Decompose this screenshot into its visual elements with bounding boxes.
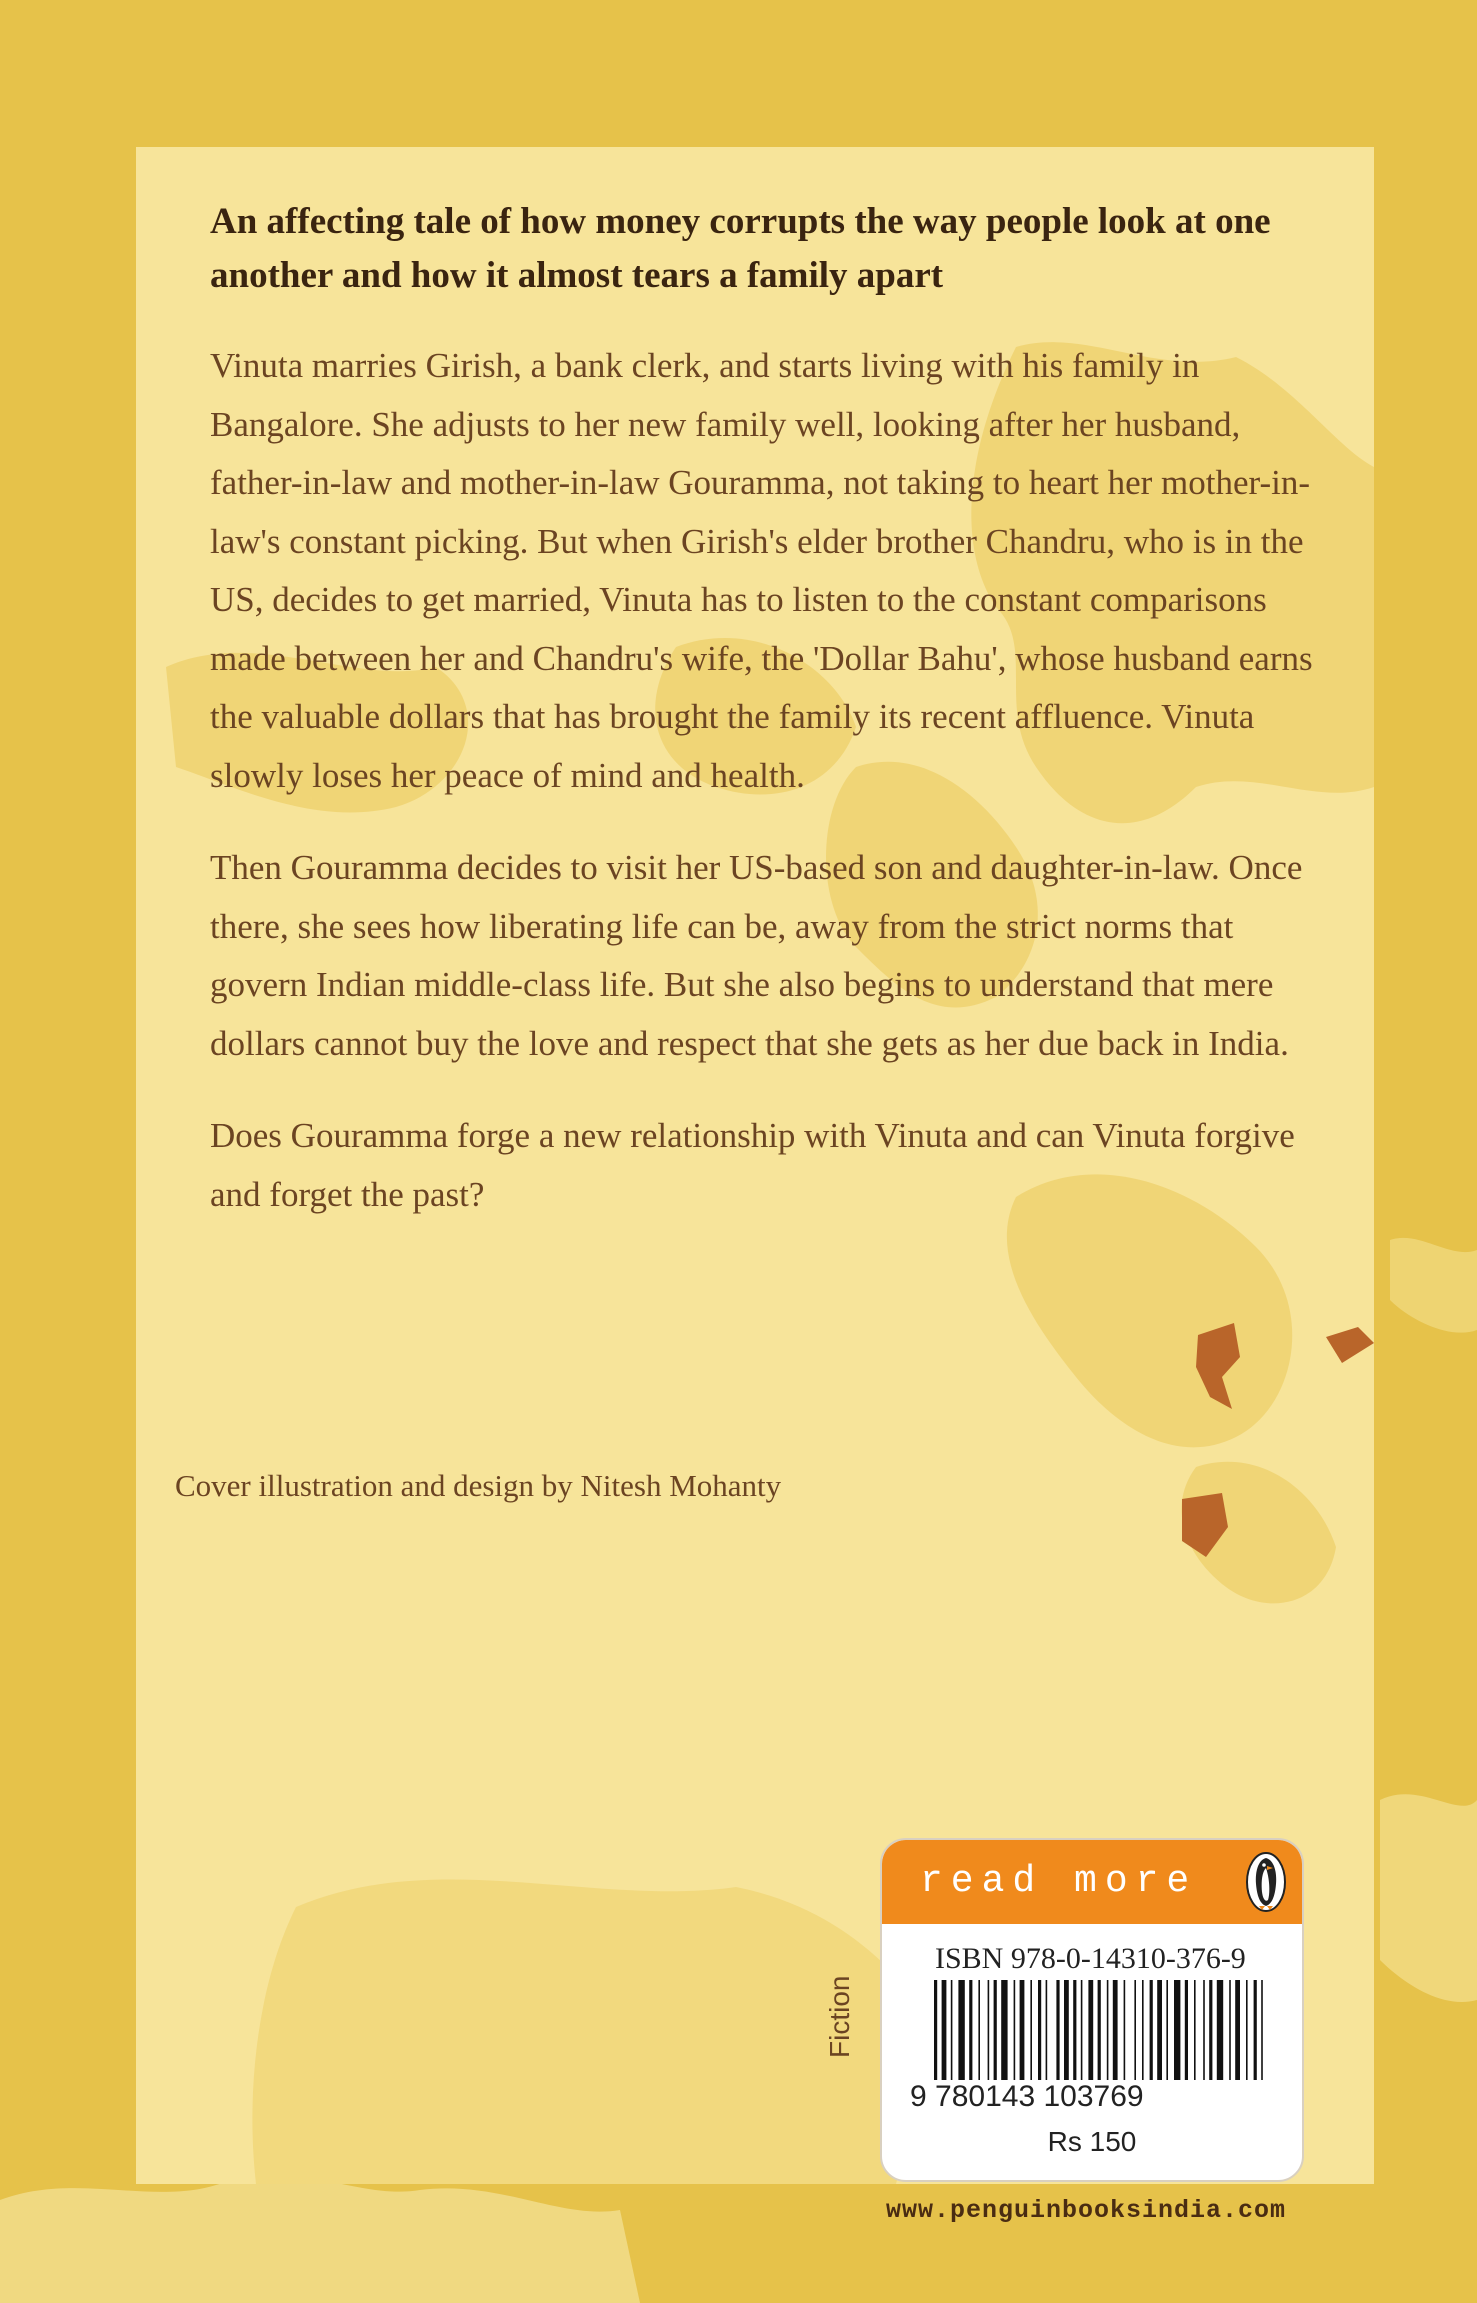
barcode-bar [1073, 1980, 1076, 2090]
barcode-bar [1209, 1980, 1212, 2090]
price-label: Rs 150 [1047, 2126, 1137, 2157]
barcode-bar [1142, 1980, 1144, 2090]
barcode-bar [1038, 1980, 1041, 2090]
barcode-bar [1174, 1980, 1180, 2090]
tagline: An affecting tale of how money corrupts the way people look at one another and how it almost tears a family apart [210, 201, 1271, 296]
price-sticker [880, 1838, 1304, 2182]
synopsis-paragraph-2: Then Gouramma decides to visit her US-based son and daughter-in-law. Once there, she sees how liberating life can be, away from the strict norms that govern Indian middle-class life. But she also begins to understand that mere dollars cannot buy the love and respect that she gets as her due back in India. [210, 848, 1303, 1063]
barcode-bar [1261, 1980, 1263, 2090]
isbn-text: ISBN 978-0-14310-376-9 [935, 1942, 1246, 1975]
barcode-bar [1064, 1980, 1069, 2090]
barcode [904, 1980, 1286, 2110]
barcode-bar [1124, 1980, 1126, 2090]
barcode-bar [1113, 1980, 1118, 2090]
barcode-bar [1046, 1980, 1048, 2090]
barcode-bar [1134, 1980, 1136, 2090]
barcode-bar [1088, 1980, 1093, 2090]
penguin-logo-icon [1244, 1850, 1288, 1914]
barcode-bar [1246, 1980, 1248, 2090]
barcode-bar [942, 1980, 947, 2090]
barcode-bar [1014, 1980, 1016, 2090]
barcode-bar [1056, 1980, 1059, 2090]
synopsis-paragraph-3: Does Gouramma forge a new relationship with Vinuta and can Vinuta forgive and forget the past? [210, 1116, 1295, 1214]
read-more-label: read more [920, 1860, 1198, 1903]
barcode-bar [958, 1980, 964, 2090]
website-url[interactable]: www.penguinbooksindia.com [886, 2196, 1287, 2225]
sticker-header [882, 1840, 1302, 1924]
barcode-bar [969, 1980, 972, 2090]
blurb [210, 195, 1320, 1224]
barcode-bar [1030, 1980, 1032, 2090]
barcode-bar [934, 1980, 937, 2090]
barcode-bar [1229, 1980, 1231, 2090]
barcode-bar [994, 1980, 997, 2090]
cover-credit: Cover illustration and design by Nitesh Mohanty [175, 1468, 782, 1503]
barcode-bar [988, 1980, 990, 2090]
barcode-bar [951, 1980, 953, 2090]
category-label: Fiction [824, 1975, 855, 2058]
barcode-bar [1157, 1980, 1162, 2090]
barcode-bar [1098, 1980, 1101, 2090]
barcode-bar [1150, 1980, 1153, 2090]
barcode-bar [1081, 1980, 1083, 2090]
barcode-bar [1235, 1980, 1240, 2090]
barcode-bar [1166, 1980, 1168, 2090]
barcode-bar [1185, 1980, 1188, 2090]
barcode-bar [1254, 1980, 1257, 2090]
barcode-bar [1194, 1980, 1196, 2090]
barcode-digits: 9 780143 103769 [910, 2080, 1144, 2110]
barcode-bar [1203, 1980, 1205, 2090]
barcode-bar [1001, 1980, 1007, 2090]
barcode-bar [978, 1980, 980, 2090]
barcode-bar [1217, 1980, 1223, 2090]
barcode-bar [1020, 1980, 1025, 2090]
synopsis-paragraph-1: Vinuta marries Girish, a bank clerk, and starts living with his family in Bangalore. She adjusts to her new family well, looking after her husband, father-in-law and mother-in-law Gouramma, not taking to heart her mother-in-law's constant picking. But when Girish's elder brother Chandru, who is in the US, decides to get married, Vinuta has to listen to the constant comparisons made between her and Chandru's wife, the 'Dollar Bahu', whose husband earns the valuable dollars that has brought the family its recent affluence. Vinuta slowly loses her peace of mind and health. [210, 346, 1313, 795]
barcode-bar [1107, 1980, 1109, 2090]
